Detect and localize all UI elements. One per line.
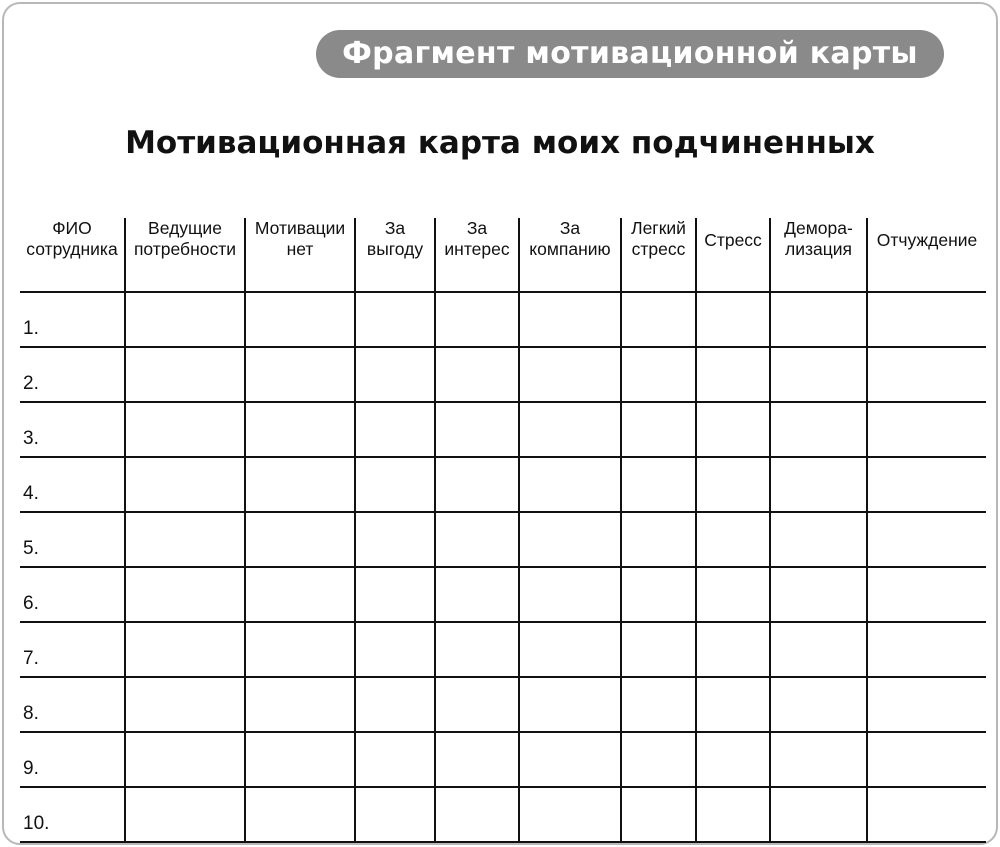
table-cell[interactable] bbox=[770, 787, 867, 842]
table-cell[interactable] bbox=[435, 622, 519, 677]
table-cell[interactable] bbox=[867, 732, 986, 787]
table-cell[interactable] bbox=[867, 347, 986, 402]
table-cell[interactable] bbox=[125, 292, 245, 347]
table-cell[interactable] bbox=[435, 347, 519, 402]
table-cell[interactable] bbox=[519, 622, 621, 677]
table-cell[interactable] bbox=[519, 677, 621, 732]
table-cell[interactable] bbox=[867, 512, 986, 567]
table-cell[interactable] bbox=[245, 567, 355, 622]
row-number: 8. bbox=[20, 677, 125, 732]
table-row bbox=[20, 732, 986, 787]
table-cell[interactable] bbox=[355, 567, 435, 622]
table-cell[interactable] bbox=[770, 622, 867, 677]
table-cell[interactable] bbox=[355, 512, 435, 567]
row-number: 10. bbox=[20, 787, 125, 842]
table-cell[interactable] bbox=[355, 402, 435, 457]
table-cell[interactable] bbox=[696, 402, 770, 457]
table-cell[interactable] bbox=[355, 292, 435, 347]
table-cell[interactable] bbox=[696, 677, 770, 732]
document-title: Мотивационная карта моих подчиненных bbox=[125, 125, 875, 161]
column-header-leading-needs: Ведущие потребности bbox=[125, 218, 245, 292]
table-cell[interactable] bbox=[519, 512, 621, 567]
table-body bbox=[20, 292, 986, 842]
table-cell[interactable] bbox=[125, 567, 245, 622]
table-row bbox=[20, 457, 986, 512]
table-cell[interactable] bbox=[867, 457, 986, 512]
table-cell[interactable] bbox=[125, 457, 245, 512]
table-header-row bbox=[20, 218, 986, 292]
table-cell[interactable] bbox=[355, 457, 435, 512]
table-cell[interactable] bbox=[621, 512, 696, 567]
table-row bbox=[20, 677, 986, 732]
table-cell[interactable] bbox=[245, 787, 355, 842]
table-cell[interactable] bbox=[435, 457, 519, 512]
section-banner: Фрагмент мотивационной карты bbox=[316, 30, 944, 78]
table-cell[interactable] bbox=[355, 732, 435, 787]
table-cell[interactable] bbox=[621, 292, 696, 347]
table-cell[interactable] bbox=[770, 732, 867, 787]
table-cell[interactable] bbox=[696, 347, 770, 402]
table-cell[interactable] bbox=[867, 677, 986, 732]
column-header-no-motivation: Мотивации нет bbox=[245, 218, 355, 292]
column-header-for-company: За компанию bbox=[519, 218, 621, 292]
table-cell[interactable] bbox=[621, 787, 696, 842]
table-cell[interactable] bbox=[621, 622, 696, 677]
table-cell[interactable] bbox=[621, 347, 696, 402]
table-cell[interactable] bbox=[770, 567, 867, 622]
table-cell[interactable] bbox=[519, 402, 621, 457]
column-header-employee-name: ФИО сотрудника bbox=[20, 218, 125, 292]
table-cell[interactable] bbox=[867, 567, 986, 622]
table-cell[interactable] bbox=[519, 567, 621, 622]
table-cell[interactable] bbox=[355, 347, 435, 402]
table-cell[interactable] bbox=[125, 402, 245, 457]
table-cell[interactable] bbox=[519, 347, 621, 402]
row-number: 4. bbox=[20, 457, 125, 512]
column-header-alienation: Отчуждение bbox=[867, 218, 986, 292]
table-cell[interactable] bbox=[245, 677, 355, 732]
table-cell[interactable] bbox=[696, 622, 770, 677]
table-cell[interactable] bbox=[125, 732, 245, 787]
table-cell[interactable] bbox=[435, 567, 519, 622]
table-cell[interactable] bbox=[125, 512, 245, 567]
table-cell[interactable] bbox=[770, 347, 867, 402]
table-cell[interactable] bbox=[696, 567, 770, 622]
table-cell[interactable] bbox=[696, 512, 770, 567]
table-cell[interactable] bbox=[696, 732, 770, 787]
table-cell[interactable] bbox=[245, 457, 355, 512]
table-cell[interactable] bbox=[696, 787, 770, 842]
table-cell[interactable] bbox=[125, 787, 245, 842]
table-row bbox=[20, 567, 986, 622]
table-cell[interactable] bbox=[621, 677, 696, 732]
table-cell[interactable] bbox=[519, 292, 621, 347]
table-cell[interactable] bbox=[867, 292, 986, 347]
table-cell[interactable] bbox=[355, 677, 435, 732]
table-cell[interactable] bbox=[245, 732, 355, 787]
table-cell[interactable] bbox=[867, 787, 986, 842]
table-cell[interactable] bbox=[621, 732, 696, 787]
row-number: 5. bbox=[20, 512, 125, 567]
table-cell[interactable] bbox=[435, 512, 519, 567]
table-cell[interactable] bbox=[355, 787, 435, 842]
table-cell[interactable] bbox=[621, 402, 696, 457]
row-number: 7. bbox=[20, 622, 125, 677]
table-cell[interactable] bbox=[770, 677, 867, 732]
column-header-for-benefit: За выгоду bbox=[355, 218, 435, 292]
table-cell[interactable] bbox=[435, 677, 519, 732]
column-header-stress: Стресс bbox=[696, 218, 770, 292]
table-row bbox=[20, 787, 986, 842]
table-cell[interactable] bbox=[125, 347, 245, 402]
table-row bbox=[20, 622, 986, 677]
table-row bbox=[20, 347, 986, 402]
table-row bbox=[20, 512, 986, 567]
column-header-light-stress: Легкий стресс bbox=[621, 218, 696, 292]
row-number: 6. bbox=[20, 567, 125, 622]
table-cell[interactable] bbox=[867, 402, 986, 457]
table-cell[interactable] bbox=[435, 402, 519, 457]
table-cell[interactable] bbox=[770, 457, 867, 512]
table-cell[interactable] bbox=[696, 457, 770, 512]
table-cell[interactable] bbox=[435, 732, 519, 787]
row-number: 2. bbox=[20, 347, 125, 402]
row-number: 3. bbox=[20, 402, 125, 457]
table-cell[interactable] bbox=[125, 677, 245, 732]
row-number: 9. bbox=[20, 732, 125, 787]
row-number: 1. bbox=[20, 292, 125, 347]
table-cell[interactable] bbox=[519, 732, 621, 787]
table-cell[interactable] bbox=[621, 567, 696, 622]
table-cell[interactable] bbox=[621, 457, 696, 512]
table-row bbox=[20, 292, 986, 347]
table-row bbox=[20, 402, 986, 457]
table-cell[interactable] bbox=[245, 402, 355, 457]
table-cell[interactable] bbox=[770, 512, 867, 567]
table-cell[interactable] bbox=[245, 292, 355, 347]
table-cell[interactable] bbox=[245, 347, 355, 402]
table-cell[interactable] bbox=[519, 457, 621, 512]
motivation-table bbox=[20, 218, 986, 843]
table-cell[interactable] bbox=[435, 292, 519, 347]
column-header-demoralization: Демора- лизация bbox=[770, 218, 867, 292]
table-cell[interactable] bbox=[435, 787, 519, 842]
table-cell[interactable] bbox=[770, 292, 867, 347]
table-cell[interactable] bbox=[245, 622, 355, 677]
table-cell[interactable] bbox=[519, 787, 621, 842]
table-cell[interactable] bbox=[245, 512, 355, 567]
table-cell[interactable] bbox=[125, 622, 245, 677]
table-cell[interactable] bbox=[867, 622, 986, 677]
table-cell[interactable] bbox=[770, 402, 867, 457]
column-header-for-interest: За интерес bbox=[435, 218, 519, 292]
table-cell[interactable] bbox=[696, 292, 770, 347]
table-cell[interactable] bbox=[355, 622, 435, 677]
